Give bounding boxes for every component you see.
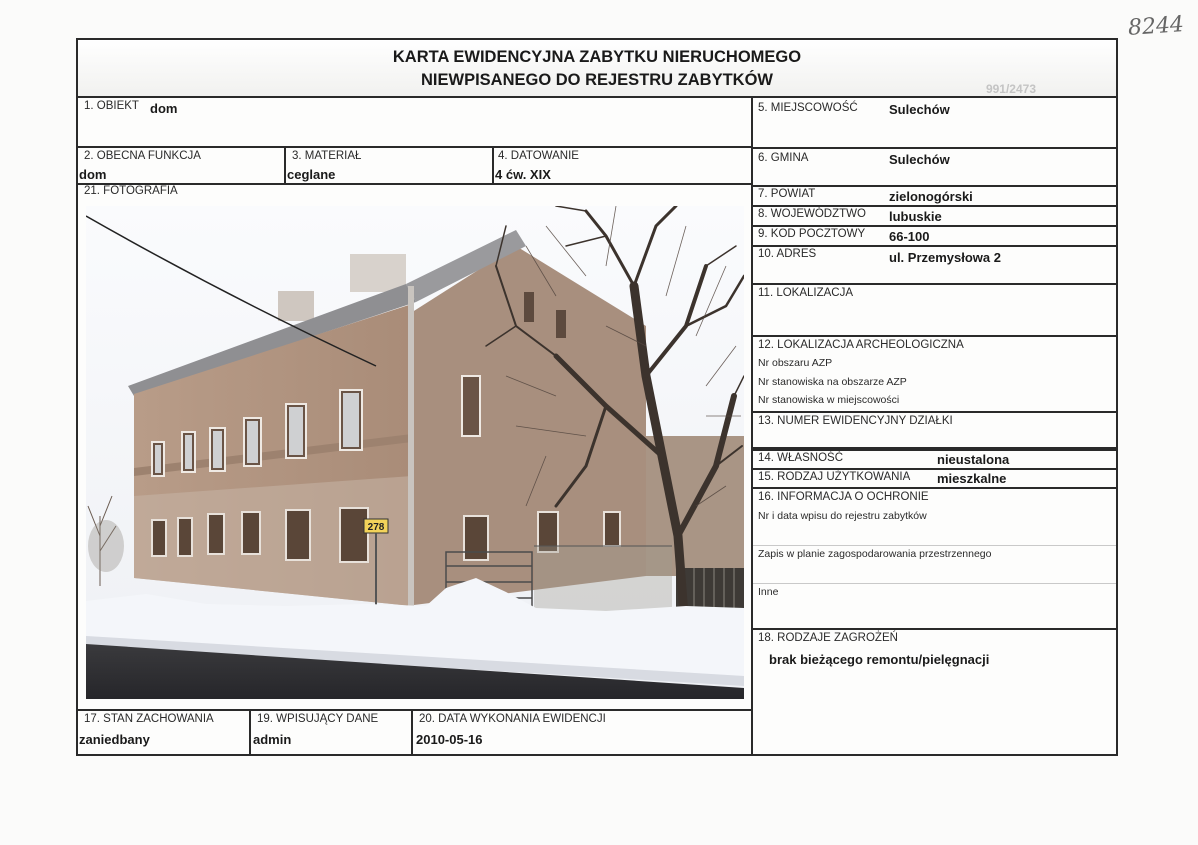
field-obecna-funkcja [76,146,286,185]
field-label: 18. RODZAJE ZAGROŻEŃ [758,632,898,644]
field-value: ceglane [287,167,336,182]
field-value: dom [79,167,107,182]
field-wpisujacy [249,709,413,756]
field-powiat [751,185,1118,207]
field-label: 8. WOJEWÓDZTWO [758,208,866,220]
field-label: 19. WPISUJĄCY DANE [257,713,379,725]
field-label: 4. DATOWANIE [498,150,579,162]
field-value: dom [150,101,178,116]
field-label: 10. ADRES [758,248,817,260]
field-informacja-o-ochronie [751,487,1118,630]
field-wojewodztwo [751,205,1118,227]
field-value: 66-100 [889,229,930,244]
field-label: 20. DATA WYKONANIA EWIDENCJI [419,713,606,725]
field-label: 1. OBIEKT [84,100,139,112]
field-label: 17. STAN ZACHOWANIA [84,713,214,725]
field-rodzaje-zagrozen [751,628,1118,756]
divider [753,545,1116,546]
field-value: lubuskie [889,209,942,224]
handwritten-number: 8244 [1127,12,1185,41]
field-value: ul. Przemysłowa 2 [889,250,1001,265]
field-value: 4 ćw. XIX [495,167,551,182]
azp-area-number-label: Nr obszaru AZP [758,357,833,369]
field-label: 14. WŁASNOŚĆ [758,452,843,464]
spatial-plan-label: Zapis w planie zagospodarowania przestrzennego [758,548,992,560]
field-value: zielonogórski [889,189,973,204]
field-value: mieszkalne [937,471,1007,486]
field-material [284,146,494,185]
field-label: 13. NUMER EWIDENCYJNY DZIAŁKI [758,415,953,427]
field-label: 16. INFORMACJA O OCHRONIE [758,491,929,503]
other-label: Inne [758,586,779,598]
field-kod-pocztowy [751,225,1118,247]
field-label: 3. MATERIAŁ [292,150,362,162]
field-value: nieustalona [937,452,1010,467]
field-datowanie [492,146,753,185]
field-data-wykonania [411,709,753,756]
field-label: 11. LOKALIZACJA [758,287,854,299]
field-label: 7. POWIAT [758,188,816,200]
field-value: admin [253,732,292,747]
divider [753,583,1116,584]
field-fotografia [76,183,753,711]
field-miejscowosc [751,96,1118,149]
field-label: 6. GMINA [758,152,809,164]
field-lokalizacja-archeologiczna [751,335,1118,413]
field-label: 15. RODZAJ UŻYTKOWANIA [758,471,911,483]
stamp-number: 991/2473 [985,82,1036,96]
field-label: 2. OBECNA FUNKCJA [84,150,201,162]
field-value: Sulechów [889,102,950,117]
field-gmina [751,147,1118,187]
town-site-number-label: Nr stanowiska w miejscowości [758,394,900,406]
field-stan-zachowania [76,709,251,756]
building-photo [86,206,744,699]
field-value: zaniedbany [79,732,150,747]
field-obiekt [76,96,753,148]
field-rodzaj-uzytkowania [751,468,1118,489]
registry-entry-label: Nr i data wpisu do rejestru zabytków [758,510,927,522]
field-value: brak bieżącego remontu/pielęgnacji [769,652,990,667]
field-label: 12. LOKALIZACJA ARCHEOLOGICZNA [758,339,964,351]
field-numer-dzialki [751,411,1118,449]
field-value: 2010-05-16 [416,732,483,747]
field-lokalizacja [751,283,1118,337]
field-wlasnosc [751,449,1118,470]
card-header [76,38,1118,96]
title-line-2: NIEWPISANEGO DO REJESTRU ZABYTKÓW [420,71,774,89]
title-line-1: KARTA EWIDENCYJNA ZABYTKU NIERUCHOMEGO [392,48,802,66]
field-label: 9. KOD POCZTOWY [758,228,866,240]
field-value: Sulechów [889,152,950,167]
house-number-sign: 278 [367,522,385,533]
building-photo-drawing [86,206,744,699]
field-label: 21. FOTOGRAFIA [84,185,178,197]
field-adres [751,245,1118,285]
azp-site-number-label: Nr stanowiska na obszarze AZP [758,376,907,388]
field-label: 5. MIEJSCOWOŚĆ [758,102,858,114]
